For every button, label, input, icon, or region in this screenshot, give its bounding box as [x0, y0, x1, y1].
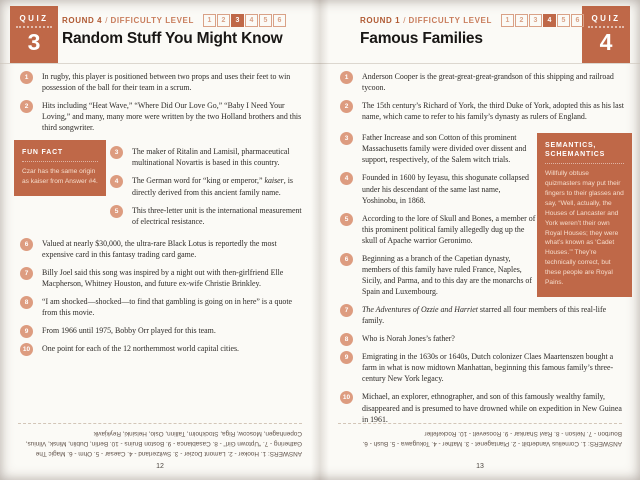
question-text: Billy Joel said this song was inspired by a night out with then-girlfriend Elle Macpherson, Whitney Houston, and future ex-wife Christie Brinkley.: [42, 267, 284, 288]
question-item: [340, 304, 626, 326]
question-item: [340, 71, 626, 93]
semantics-divider: [545, 163, 624, 164]
question-number-badge: 10: [340, 391, 353, 404]
fun-fact-box: [14, 140, 106, 196]
semantics-box: [537, 133, 632, 297]
question-text: Founded in 1600 by Ieyasu, this shogunate collapsed under his descendant of the same last name, Yoshinobu, in 1868.: [362, 173, 529, 205]
difficulty-box-6: 6: [571, 14, 584, 27]
round-label: ROUND 4: [62, 16, 103, 25]
question-item: [340, 100, 626, 122]
quiz-label: QUIZ: [591, 14, 621, 23]
quiz-badge: [582, 6, 630, 63]
question-item: [20, 296, 306, 318]
quiz-label: QUIZ: [19, 14, 49, 23]
difficulty-box-2: 2: [217, 14, 230, 27]
question-item: [20, 267, 306, 289]
question-number-badge: 3: [340, 132, 353, 145]
question-text: The maker of Ritalin and Lamisil, pharmaceutical multinational Novartis is based in this country.: [132, 147, 290, 168]
question-number-badge: 5: [110, 205, 123, 218]
difficulty-box-6: 6: [273, 14, 286, 27]
round-difficulty-row: [62, 13, 286, 28]
answers-divider: [338, 423, 622, 424]
question-number-badge: 6: [340, 253, 353, 266]
page-title: Famous Families: [360, 30, 483, 47]
question-number-badge: 8: [340, 333, 353, 346]
question-number-badge: 1: [340, 71, 353, 84]
question-item: [20, 325, 306, 336]
question-text: Michael, an explorer, ethnographer, and son of this famously wealthy family, disappeared and is presumed to have drowned while on expedition in New Guinea in 1961.: [362, 392, 622, 424]
difficulty-label: DIFFICULTY LEVEL: [110, 16, 194, 25]
difficulty-scale: [203, 14, 286, 27]
question-item: [340, 172, 537, 205]
question-item: [20, 100, 306, 133]
semantics-title: SEMANTICS, SCHEMANTICS: [545, 142, 606, 159]
question-item: [20, 71, 306, 93]
question-text: Valued at nearly $30,000, the ultra-rare Black Lotus is reportedly the most expensive card in this fantasy trading card game.: [42, 238, 277, 259]
slash-separator: /: [403, 16, 406, 25]
difficulty-box-4-active: 4: [543, 14, 556, 27]
question-text: According to the lore of Skull and Bones, a member of this prominent political family allegedly dug up the skull of Apache warrior Geronimo.: [362, 213, 536, 245]
question-item: [340, 132, 537, 165]
question-number-badge: 9: [340, 351, 353, 364]
question-text: This three-letter unit is the international measurement of electrical resistance.: [132, 205, 302, 226]
difficulty-box-3-active: 3: [231, 14, 244, 27]
question-number-badge: 5: [340, 213, 353, 226]
question-text: The German word for “king or emperor,” kaiser, is directly derived from this ancient family name.: [132, 176, 293, 197]
answers-text-upside-down: ANSWERS: 1. Hooker - 2. Lamont Dozier - 3. Switzerland - 4. Caesar - 5. Ohm - 6. Magic The Gathering - 7. “Uptown Girl” - 8. Casablanca - 9. Boston Bruins - 10. Berlin, Dublin, Minsk, Vilnius, Copenhagen, Moscow, Riga, Stockholm, Tallinn, Oslo, Helsinki, Reykjavik: [25, 429, 302, 457]
question-text: Anderson Cooper is the great-great-great-grandson of this shipping and railroad tycoon.: [362, 72, 614, 93]
question-item: [340, 213, 537, 246]
difficulty-box-1: 1: [501, 14, 514, 27]
answers-text-upside-down: ANSWERS: 1. Cornelius Vanderbilt - 2. Plantagenet - 3. Mather - 4. Tokugawa - 5. Bush - 6. Bourbon - 7. Nelson - 8. Ravi Shankar - 9. Roosevelt - 10. Rockefeller: [362, 429, 622, 447]
question-text: From 1966 until 1975, Bobby Orr played for this team.: [42, 326, 216, 336]
round-difficulty-row: [360, 13, 584, 28]
question-text: The 15th century’s Richard of York, the third Duke of York, adopted this as his last name, which came to refer to his family’s dynasty as rulers of England.: [362, 101, 624, 122]
question-item: [340, 253, 537, 297]
quiz-badge: [10, 6, 58, 63]
question-number-badge: 7: [20, 267, 33, 280]
page-right: [320, 0, 640, 480]
quiz-number: 4: [599, 29, 613, 55]
question-text: In rugby, this player is positioned between two props and uses their feet to win possession of the ball for their team in a scrum.: [42, 72, 291, 93]
question-number-badge: 9: [20, 325, 33, 338]
difficulty-box-4: 4: [245, 14, 258, 27]
question-number-badge: 2: [340, 100, 353, 113]
fun-fact-title: FUN FACT: [22, 149, 64, 156]
question-text: Emigrating in the 1630s or 1640s, Dutch colonizer Claes Maartenszen bought a farm in what is now midtown Manhattan, beginning this famous family’s three-century New York legacy.: [362, 352, 614, 384]
question-number-badge: 3: [110, 146, 123, 159]
question-item: [110, 205, 306, 227]
difficulty-box-5: 5: [259, 14, 272, 27]
page-title: Random Stuff You Might Know: [62, 30, 283, 47]
question-item: [340, 333, 626, 344]
question-text: Father Increase and son Cotton of this prominent Massachusetts family were divided over dissent and support, respectively, of the Salem witch trials.: [362, 133, 527, 165]
question-number-badge: 1: [20, 71, 33, 84]
answers-divider: [18, 423, 302, 424]
page-number: 13: [476, 463, 484, 470]
header-rule: [320, 63, 640, 64]
question-number-badge: 4: [340, 172, 353, 185]
question-item: [340, 351, 626, 384]
question-number-badge: 10: [20, 343, 33, 356]
question-number-badge: 7: [340, 304, 353, 317]
difficulty-box-2: 2: [515, 14, 528, 27]
quiz-badge-divider: [588, 26, 624, 28]
question-text: Hits including “Heat Wave,” “Where Did Our Love Go,” “Baby I Need Your Loving,” and many, many more were written by the two Holland brothers and this third songwriter.: [42, 101, 302, 133]
question-number-badge: 6: [20, 238, 33, 251]
question-text: One point for each of the 12 northernmost world capital cities.: [42, 344, 239, 354]
quiz-number: 3: [27, 29, 41, 55]
header-rule: [0, 63, 320, 64]
difficulty-label: DIFFICULTY LEVEL: [408, 16, 492, 25]
question-text: The Adventures of Ozzie and Harriet starred all four members of this real-life family.: [362, 305, 607, 326]
question-number-badge: 2: [20, 100, 33, 113]
question-item: [340, 391, 626, 424]
semantics-text: Willfully obtuse quizmasters may put their fingers to their glasses and say, “Well, actually, the Houses of Lancaster and York weren’t their own Royal Houses; they were what’s known as ‘Cadet Houses.’” They’re technically correct, but these people are Royal Pains.: [545, 170, 624, 286]
question-number-badge: 4: [110, 175, 123, 188]
difficulty-scale: [501, 14, 584, 27]
difficulty-box-5: 5: [557, 14, 570, 27]
question-item: [20, 343, 306, 354]
question-text: “I am shocked—shocked—to find that gambling is going on in here” is a quote from this movie.: [42, 296, 293, 317]
page-number: 12: [156, 463, 164, 470]
fun-fact-divider: [22, 161, 98, 162]
slash-separator: /: [105, 16, 108, 25]
question-number-badge: 8: [20, 296, 33, 309]
question-item: [110, 146, 306, 168]
difficulty-box-1: 1: [203, 14, 216, 27]
question-text: Beginning as a branch of the Capetian dynasty, members of this family have ruled France, Naples, Sicily, and Parma, and to this day are the monarchs of Spain and Luxembourg.: [362, 253, 532, 296]
question-item: [20, 238, 306, 260]
difficulty-box-3: 3: [529, 14, 542, 27]
round-label: ROUND 1: [360, 16, 401, 25]
fun-fact-text: Czar has the same origin as kaiser from Answer #4.: [22, 168, 98, 185]
quiz-badge-divider: [16, 26, 52, 28]
question-text: Who is Norah Jones’s father?: [362, 334, 455, 344]
question-list: [20, 71, 306, 361]
question-item: [110, 175, 306, 197]
